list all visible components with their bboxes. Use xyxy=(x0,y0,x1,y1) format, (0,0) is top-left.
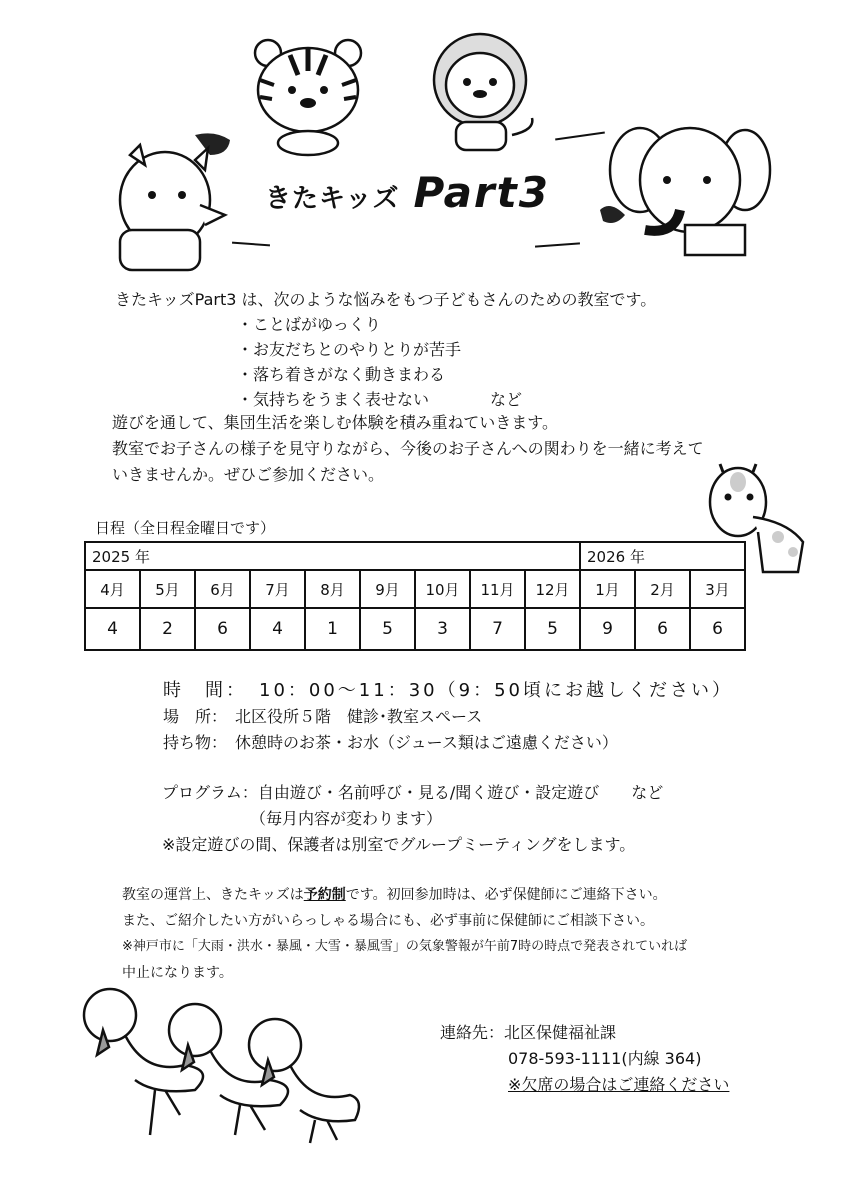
year-2025: 2025 年 xyxy=(85,542,580,570)
lion-icon xyxy=(420,30,550,160)
day-cell: 4 xyxy=(85,608,140,650)
notice-text: 教室の運営上、きたキッズは xyxy=(122,887,304,903)
paragraph-line: 教室でお子さんの様子を見守りながら、今後のお子さんへの関わりを一緒に考えて xyxy=(112,439,704,458)
day-cell: 2 xyxy=(140,608,195,650)
notice-line: 中止になります。 xyxy=(122,965,233,981)
list-item: ・気持ちをうまく表せない など xyxy=(237,390,523,409)
notice-line: また、ご紹介したい方がいらっしゃる場合にも、必ず事前に保健師にご相談下さい。 xyxy=(122,913,654,929)
day-cell: 6 xyxy=(635,608,690,650)
months-row xyxy=(85,570,745,608)
page-title xyxy=(265,168,550,217)
program-info xyxy=(162,780,663,858)
month-cell: 4月 xyxy=(85,570,140,608)
year-2026: 2026 年 xyxy=(580,542,745,570)
day-cell: 7 xyxy=(470,608,525,650)
notice-block xyxy=(122,882,687,986)
list-item: ・お友だちとのやりとりが苦手 xyxy=(237,340,462,359)
month-cell: 10月 xyxy=(415,570,470,608)
day-cell: 5 xyxy=(360,608,415,650)
month-cell: 5月 xyxy=(140,570,195,608)
schedule-table xyxy=(84,541,746,651)
list-item: ・落ち着きがなく動きまわる xyxy=(237,365,446,384)
title-part: Part3 xyxy=(413,168,550,217)
program-line: ※設定遊びの間、保護者は別室でグループミーティングをします。 xyxy=(162,835,636,854)
rhino-icon xyxy=(100,130,250,280)
day-cell: 9 xyxy=(580,608,635,650)
contact-block xyxy=(440,1020,729,1098)
month-cell: 7月 xyxy=(250,570,305,608)
schedule-label: 日程（全日程金曜日です） xyxy=(95,519,276,537)
month-cell: 11月 xyxy=(470,570,525,608)
paragraph-line: 遊びを通して、集団生活を楽しむ体験を積み重ねていきます。 xyxy=(112,413,559,432)
month-cell: 9月 xyxy=(360,570,415,608)
day-cell: 3 xyxy=(415,608,470,650)
concern-list xyxy=(237,312,522,412)
month-cell: 6月 xyxy=(195,570,250,608)
program-line: （毎月内容が変わります） xyxy=(162,809,443,828)
absence-note: ※欠席の場合はご連絡ください xyxy=(508,1075,730,1094)
days-row xyxy=(85,608,745,650)
day-cell: 6 xyxy=(690,608,745,650)
program-line: プログラム：自由遊び・名前呼び・見る/聞く遊び・設定遊び など xyxy=(162,783,664,802)
notice-text: です。初回参加時は、必ず保健師にご連絡下さい。 xyxy=(345,887,667,903)
day-cell: 1 xyxy=(305,608,360,650)
list-item: ・ことばがゆっくり xyxy=(237,315,381,334)
title-main: きたキッズ xyxy=(265,184,400,214)
flamingo-icon xyxy=(75,985,365,1145)
decorative-line-right xyxy=(535,242,580,247)
elephant-icon xyxy=(595,115,765,275)
month-cell: 2月 xyxy=(635,570,690,608)
place-info: 場 所： 北区役所５階 健診･教室スペース xyxy=(163,707,483,726)
intro-text: きたキッズPart3 は、次のような悩みをもつ子どもさんのための教室です。 xyxy=(115,290,657,309)
description-paragraph xyxy=(112,410,762,488)
day-cell: 5 xyxy=(525,608,580,650)
items-info: 持ち物： 休憩時のお茶・お水（ジュース類はご遠慮ください） xyxy=(163,733,618,752)
month-cell: 3月 xyxy=(690,570,745,608)
time-info: 時 間： 10：00～11：30（9：50頃にお越しください） xyxy=(163,680,733,701)
tiger-icon xyxy=(250,35,370,155)
notice-line xyxy=(122,882,687,908)
month-cell: 1月 xyxy=(580,570,635,608)
month-cell: 8月 xyxy=(305,570,360,608)
notice-line: ※神戸市に「大雨・洪水・暴風・大雪・暴風雪」の気象警報が午前7時の時点で発表されていれば xyxy=(122,939,688,954)
event-info xyxy=(163,678,733,756)
reservation-emphasis: 予約制 xyxy=(303,887,346,903)
contact-phone: 078-593-1111(内線 364) xyxy=(508,1049,702,1068)
month-cell: 12月 xyxy=(525,570,580,608)
day-cell: 4 xyxy=(250,608,305,650)
contact-label: 連絡先：北区保健福祉課 xyxy=(440,1023,617,1042)
paragraph-line: いきませんか。ぜひご参加ください。 xyxy=(112,465,385,484)
day-cell: 6 xyxy=(195,608,250,650)
